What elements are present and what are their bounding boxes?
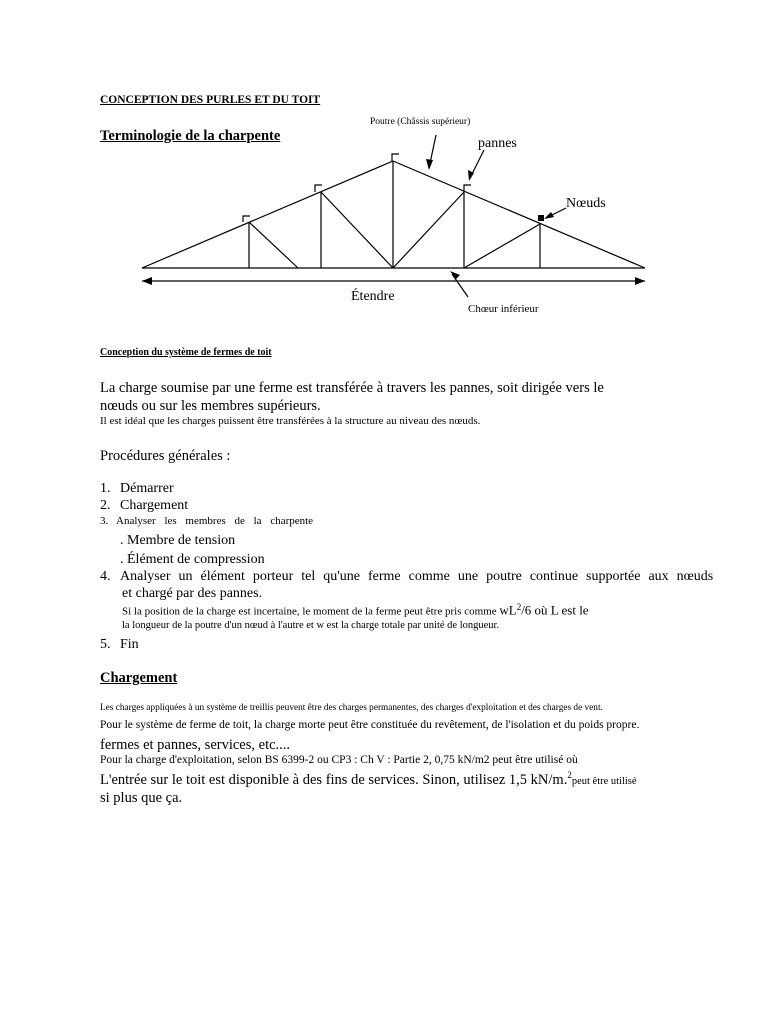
paragraph-line: nœuds ou sur les membres supérieurs. (100, 398, 321, 414)
step-item: Analyser les membres de la charpente (116, 515, 314, 527)
label-etendre: Étendre (351, 289, 395, 304)
purlin-marker (243, 216, 250, 222)
step-number: 2. (100, 498, 111, 513)
top-chord-right (393, 161, 645, 268)
chargement-line (100, 770, 637, 789)
label-poutre: Poutre (Châssis supérieur) (370, 117, 471, 127)
formula-text: wL (499, 602, 517, 618)
procedures-title: Procédures générales : (100, 448, 231, 464)
step-number: 5. (100, 637, 111, 652)
top-chord-left (142, 161, 393, 268)
chargement-line: fermes et pannes, services, etc.... (100, 737, 291, 753)
diagonal-member (321, 192, 393, 268)
chargement-line: Pour la charge d'exploitation, selon BS 6399-2 ou CP3 : Ch V : Partie 2, 0,75 kN/m2 peut être utilisé où (100, 754, 578, 766)
step-note-text: Si la position de la charge est incertaine, le moment de la ferme peut être pris comme (122, 605, 500, 618)
section-title: Conception du système de fermes de toit (100, 347, 272, 358)
leader-line (452, 274, 468, 297)
step-note (122, 602, 589, 619)
step-number: 3. (100, 515, 109, 527)
truss-diagram (0, 0, 768, 330)
formula-superscript: 2 (516, 602, 522, 612)
leader-arrowhead (544, 212, 554, 219)
step-number: 4. (100, 569, 111, 584)
chargement-line: Pour le système de ferme de toit, la charge morte peut être constituée du revêtement, de l'isolation et du poids propre. (100, 719, 640, 731)
chargement-line: Les charges appliquées à un système de treillis peuvent être des charges permanentes, des charges d'exploitation et des charges de vent. (100, 703, 603, 713)
leader-arrowhead (426, 159, 433, 170)
chargement-line-small: peut être utilisé (571, 775, 637, 787)
step-number: 1. (100, 481, 111, 496)
purlin-marker (315, 185, 322, 192)
step-note: la longueur de la poutre d'un nœud à l'autre et w est la charge totale par unité de longueur. (122, 620, 500, 631)
chargement-superscript: 2 (567, 770, 572, 780)
paragraph-note: Il est idéal que les charges puissent être transférées à la structure au niveau des nœuds. (100, 415, 481, 427)
label-noeuds: Nœuds (566, 196, 606, 211)
paragraph-line: La charge soumise par une ferme est transférée à travers les pannes, soit dirigée vers le (100, 380, 604, 396)
chargement-line-text: L'entrée sur le toit est disponible à des fins de services. Sinon, utilisez 1,5 kN/m. (100, 771, 568, 788)
step-item-continued: et chargé par des pannes. (122, 586, 263, 601)
purlin-marker (392, 154, 399, 161)
formula-text: /6 où L est le (521, 602, 589, 618)
span-arrow-right (635, 277, 645, 285)
label-pannes: pannes (478, 136, 517, 151)
chargement-line: si plus que ça. (100, 790, 183, 806)
step-item: Démarrer (120, 481, 174, 496)
chargement-title: Chargement (100, 670, 178, 686)
sub-step-compression: . Élément de compression (120, 552, 265, 567)
step-item: Chargement (120, 498, 189, 513)
diagonal-member (464, 224, 540, 268)
sub-step-tension: . Membre de tension (120, 533, 236, 548)
step-item: Fin (120, 637, 139, 652)
diagonal-member (249, 222, 298, 268)
span-arrow-left (142, 277, 152, 285)
step-item: Analyser un élément porteur tel qu'une ferme comme une poutre continue supportée aux nœuds (120, 569, 714, 584)
node-marker (538, 215, 544, 221)
label-choeur-inferieur: Chœur inférieur (468, 303, 539, 315)
terminology-title: Terminologie de la charpente (100, 128, 281, 144)
document-heading: CONCEPTION DES PURLES ET DU TOIT (100, 94, 321, 106)
diagonal-member (393, 192, 464, 268)
